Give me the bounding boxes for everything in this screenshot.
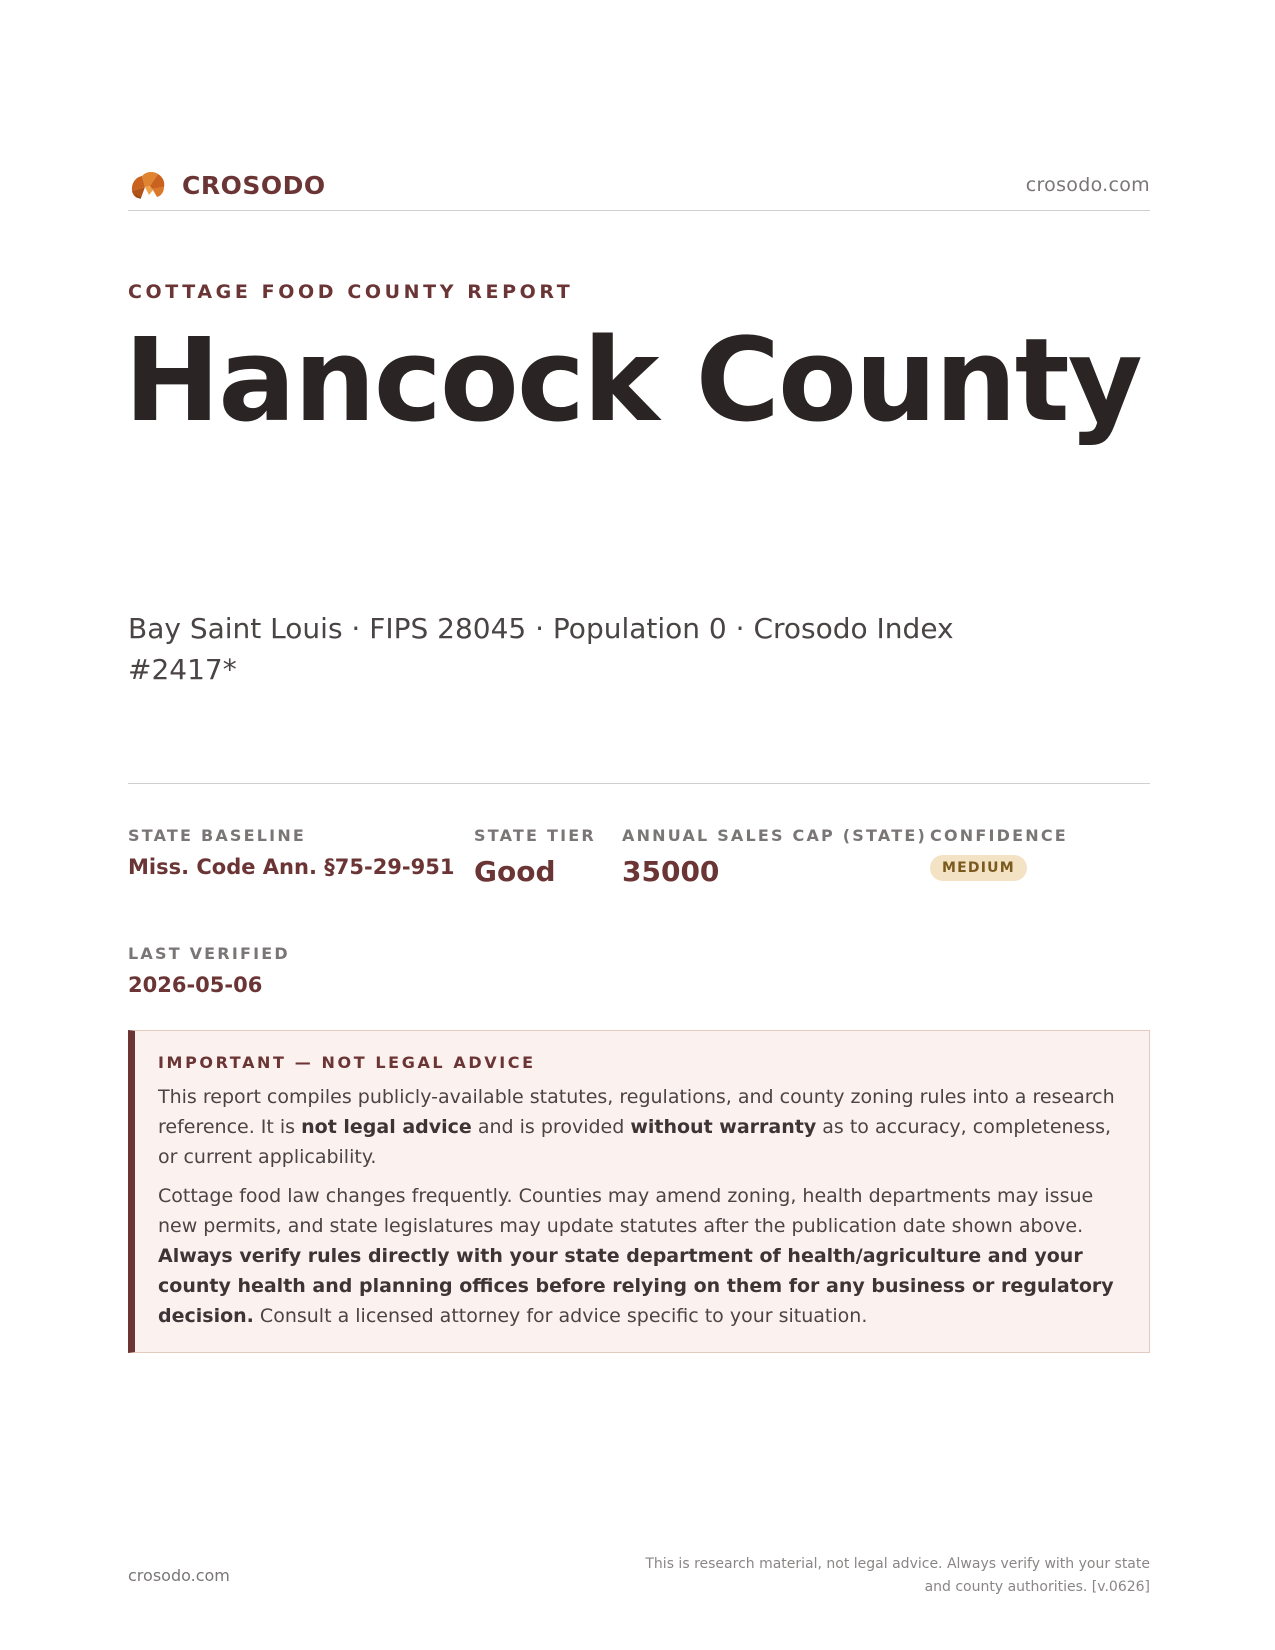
brand-name: CROSODO: [182, 170, 326, 200]
brand[interactable]: [128, 165, 326, 205]
stat-confidence: [930, 826, 1068, 881]
notice-emphasis: not legal advice: [301, 1116, 472, 1138]
footer-disclaimer: [630, 1553, 1150, 1599]
stat-value: Good: [474, 855, 556, 888]
notice-text: Consult a licensed attorney for advice specific to your situation.: [253, 1305, 868, 1327]
section-divider: [128, 783, 1150, 784]
stat-state-tier: [474, 826, 596, 888]
stat-label: LAST VERIFIED: [128, 944, 290, 963]
notice-text: This report compiles publicly-available statutes, regulations, and county zoning rules into a research reference. It is: [158, 1086, 1115, 1138]
notice-paragraph: [158, 1181, 1127, 1331]
stat-label: STATE BASELINE: [128, 826, 307, 845]
stat-label: CONFIDENCE: [930, 826, 1068, 845]
notice-title: IMPORTANT — NOT LEGAL ADVICE: [158, 1053, 536, 1072]
page-title: Hancock County: [124, 314, 1141, 448]
notice-paragraph: [158, 1082, 1127, 1172]
site-url[interactable]: crosodo.com: [1025, 174, 1150, 196]
notice-text: Cottage food law changes frequently. Counties may amend zoning, health departments may issue new permits, and state legislatures may update statutes after the publication date shown above.: [158, 1185, 1094, 1237]
footer-disclaimer-line: and county authorities. [v.0626]: [924, 1579, 1150, 1595]
stat-label: STATE TIER: [474, 826, 596, 845]
stat-state-baseline: [128, 826, 454, 879]
notice-emphasis: Always verify rules directly with your state department of health/agriculture and your county health and planning offices before relying on them for any business or regulatory decision.: [158, 1245, 1114, 1327]
notice-text: and is provided: [471, 1116, 631, 1138]
stat-value: 35000: [622, 855, 720, 888]
stat-label: ANNUAL SALES CAP (STATE): [622, 826, 927, 845]
stat-value: Miss. Code Ann. §75-29-951: [128, 855, 455, 879]
footer-site-url[interactable]: crosodo.com: [128, 1566, 230, 1585]
confidence-badge: MEDIUM: [930, 855, 1027, 881]
croissant-icon: [128, 165, 168, 205]
notice-emphasis: without warranty: [630, 1116, 817, 1138]
report-kicker: COTTAGE FOOD COUNTY REPORT: [128, 281, 574, 303]
stat-last-verified: [128, 944, 290, 997]
header-divider: [128, 210, 1150, 211]
notice-text: as to accuracy, completeness, or current applicability.: [158, 1116, 1112, 1168]
stat-sales-cap: [622, 826, 927, 888]
county-summary: Bay Saint Louis · FIPS 28045 · Population 0 · Crosodo Index #2417*: [128, 612, 954, 686]
stat-value: 2026-05-06: [128, 973, 263, 997]
page-header: [128, 160, 1150, 210]
legal-notice: [128, 1030, 1150, 1353]
footer-disclaimer-line: This is research material, not legal advice. Always verify with your state: [645, 1556, 1150, 1572]
report-page: [124, 0, 1150, 1650]
